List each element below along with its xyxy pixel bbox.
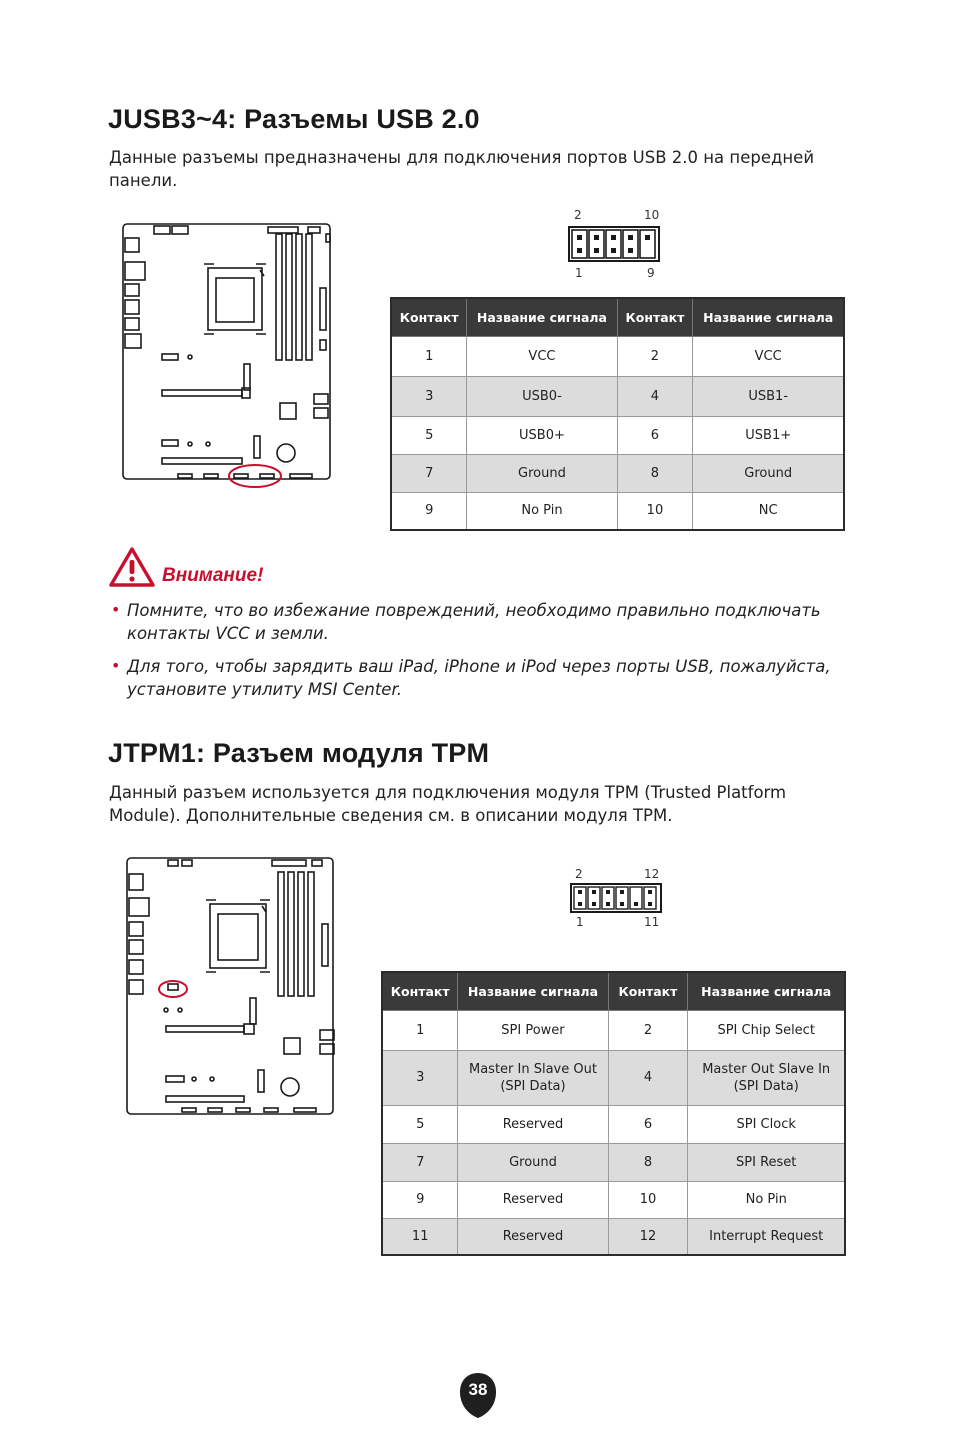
- signal-name: SPI Reset: [688, 1143, 845, 1181]
- tpm-pin-label-12: 12: [644, 867, 660, 881]
- signal-name: Master Out Slave In (SPI Data): [688, 1050, 845, 1105]
- tpm-description-line1: Данный разъем используется для подключения модуля TPM (Trusted Platform: [109, 783, 787, 802]
- usb-pin-header-icon: [568, 226, 660, 262]
- pin-number: 9: [391, 492, 467, 530]
- pin-number: 1: [391, 336, 467, 376]
- signal-name: No Pin: [467, 492, 617, 530]
- usb-pin-label-2: 2: [574, 208, 582, 222]
- tpm-pin-label-11: 11: [644, 915, 660, 929]
- warning-text-2-line1: Для того, чтобы зарядить ваш iPad, iPhone и iPod через порты USB, пожалуйста,: [127, 657, 831, 676]
- signal-name: Reserved: [458, 1218, 608, 1255]
- table-row: [391, 454, 844, 492]
- table-row: [382, 1105, 845, 1143]
- warning-icon: [108, 545, 156, 589]
- usb-section-title: JUSB3~4: Разъемы USB 2.0: [108, 104, 480, 134]
- pin-number: 9: [382, 1181, 458, 1218]
- pin-number: 10: [617, 492, 693, 530]
- table-row: [382, 1181, 845, 1218]
- signal-name: Ground: [693, 454, 844, 492]
- signal-name: Reserved: [458, 1105, 608, 1143]
- warning-text-1-line2: контакты VCC и земли.: [127, 624, 329, 643]
- signal-name: NC: [693, 492, 844, 530]
- signal-name: USB1+: [693, 416, 844, 454]
- table-row: [391, 492, 844, 530]
- pin-number: 6: [617, 416, 693, 454]
- tpm-section-title: JTPM1: Разъем модуля TPM: [108, 738, 490, 768]
- usb-header-signal: Название сигнала: [467, 298, 617, 336]
- tpm-pin-label-1: 1: [576, 915, 584, 929]
- usb-description-line1: Данные разъемы предназначены для подключения портов USB 2.0 на передней: [109, 148, 815, 167]
- tpm-pin-label-2: 2: [575, 867, 583, 881]
- usb-pin-label-1: 1: [575, 266, 583, 280]
- signal-name: Reserved: [458, 1181, 608, 1218]
- pin-number: 4: [608, 1050, 688, 1105]
- table-row: [391, 336, 844, 376]
- signal-name: USB1-: [693, 376, 844, 416]
- pin-number: 3: [382, 1050, 458, 1105]
- pin-number: 7: [382, 1143, 458, 1181]
- signal-name: SPI Power: [458, 1010, 608, 1050]
- table-row: [382, 1143, 845, 1181]
- pin-number: 8: [608, 1143, 688, 1181]
- pin-number: 12: [608, 1218, 688, 1255]
- signal-name: USB0-: [467, 376, 617, 416]
- pin-number: 2: [617, 336, 693, 376]
- usb-pin-table: [390, 297, 845, 531]
- tpm-header-signal: Название сигнала: [458, 972, 608, 1010]
- pin-number: 4: [617, 376, 693, 416]
- table-row: [391, 376, 844, 416]
- tpm-pin-header-icon: [570, 883, 662, 913]
- usb-header-signal: Название сигнала: [693, 298, 844, 336]
- tpm-pin-table: [381, 971, 846, 1256]
- pin-number: 2: [608, 1010, 688, 1050]
- table-row: [382, 1218, 845, 1255]
- page-number: 38: [468, 1380, 488, 1399]
- usb-pin-label-9: 9: [647, 266, 655, 280]
- warning-bullet: •: [111, 600, 121, 619]
- pin-number: 8: [617, 454, 693, 492]
- motherboard-diagram-tpm: [122, 852, 338, 1120]
- tpm-header-pin: Контакт: [382, 972, 458, 1010]
- pin-number: 3: [391, 376, 467, 416]
- signal-name: SPI Clock: [688, 1105, 845, 1143]
- signal-name: VCC: [693, 336, 844, 376]
- pin-number: 6: [608, 1105, 688, 1143]
- warning-text-1-line1: Помните, что во избежание повреждений, необходимо правильно подключать: [127, 601, 821, 620]
- usb-description-line2: панели.: [109, 171, 178, 190]
- signal-name: SPI Chip Select: [688, 1010, 845, 1050]
- signal-name: Ground: [467, 454, 617, 492]
- table-row: [382, 1010, 845, 1050]
- tpm-header-pin: Контакт: [608, 972, 688, 1010]
- tpm-description-line2: Module). Дополнительные сведения см. в описании модуля TPM.: [109, 806, 673, 825]
- tpm-header-signal: Название сигнала: [688, 972, 845, 1010]
- table-row: [382, 1050, 845, 1105]
- motherboard-diagram-usb: [118, 218, 336, 492]
- pin-number: 5: [391, 416, 467, 454]
- table-row: [391, 416, 844, 454]
- signal-name: VCC: [467, 336, 617, 376]
- pin-number: 11: [382, 1218, 458, 1255]
- signal-name: No Pin: [688, 1181, 845, 1218]
- pin-number: 5: [382, 1105, 458, 1143]
- signal-name: Master In Slave Out (SPI Data): [458, 1050, 608, 1105]
- warning-bullet: •: [111, 656, 121, 675]
- pin-number: 7: [391, 454, 467, 492]
- usb-header-pin: Контакт: [617, 298, 693, 336]
- warning-title: Внимание!: [162, 565, 264, 586]
- warning-text-2-line2: установите утилиту MSI Center.: [127, 680, 402, 699]
- signal-name: Ground: [458, 1143, 608, 1181]
- signal-name: USB0+: [467, 416, 617, 454]
- signal-name: Interrupt Request: [688, 1218, 845, 1255]
- usb-header-pin: Контакт: [391, 298, 467, 336]
- pin-number: 1: [382, 1010, 458, 1050]
- pin-number: 10: [608, 1181, 688, 1218]
- usb-pin-label-10: 10: [644, 208, 660, 222]
